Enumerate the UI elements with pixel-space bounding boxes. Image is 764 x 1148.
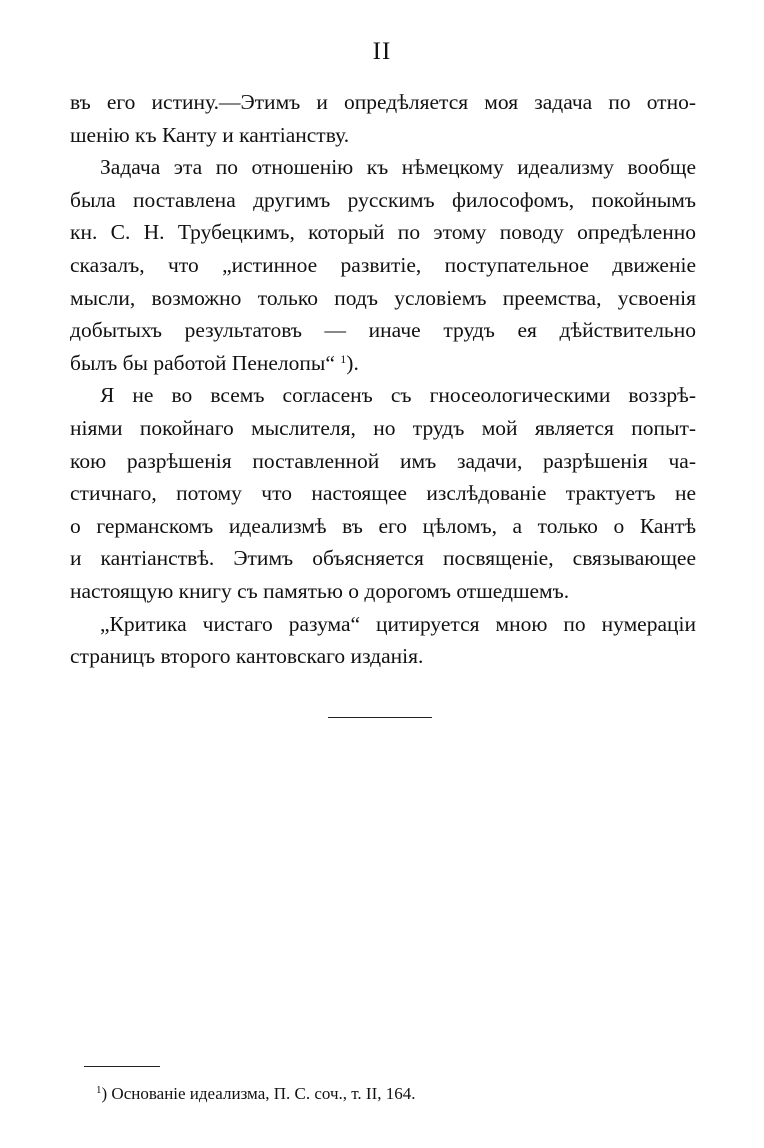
text-line: и кантіанствѣ. Этимъ объясняется посвященіе, связывающее (70, 546, 696, 571)
text-line: сказалъ, что „истинное развитіе, поступательное движеніе (70, 252, 696, 277)
footnote (96, 1082, 416, 1106)
footnote-rule (84, 1066, 160, 1067)
text-line: Я не во всемъ согласенъ съ гносеологическими воззрѣ- (100, 383, 696, 408)
text-line: о германскомъ идеализмѣ въ его цѣломъ, а только о Кантѣ (70, 513, 696, 538)
text-line: Задача эта по отношенію къ нѣмецкому идеализму вообще (100, 155, 696, 180)
footnote-marker: 1 (96, 1084, 102, 1096)
text-line: страницъ второго кантовскаго изданія. (70, 644, 424, 669)
paragraph-2 (70, 151, 696, 379)
text-line: въ его истину.—Этимъ и опредѣляется моя задача по отно- (70, 90, 696, 114)
paragraph-3 (70, 379, 696, 607)
text-line: кою разрѣшенія поставленной имъ задачи, разрѣшенія ча- (70, 448, 696, 473)
text-line (70, 347, 696, 380)
text-line: кн. С. Н. Трубецкимъ, который по этому поводу опредѣленно (70, 220, 696, 245)
paragraph-1 (70, 86, 696, 151)
footnote-reference[interactable]: 1 (340, 351, 347, 366)
text-line: шенію къ Канту и кантіанству. (70, 122, 350, 147)
text-line: ніями покойнаго мыслителя, но трудъ мой является попыт- (70, 415, 696, 440)
text-line: стичнаго, потому что настоящее изслѣдованіе трактуетъ не (70, 481, 696, 506)
text-line: мысли, возможно только подъ условіемъ преемства, усвоенія (70, 285, 696, 310)
main-text (70, 86, 696, 673)
text-line: настоящую книгу съ памятью о дорогомъ отшедшемъ. (70, 578, 570, 603)
text-line: была поставлена другимъ русскимъ философомъ, покойнымъ (70, 187, 696, 212)
section-divider (328, 717, 432, 718)
footnote-reference-close: ). (346, 350, 359, 375)
text-line: добытыхъ результатовъ — иначе трудъ ея дѣйствительно (70, 318, 696, 343)
text-line: „Критика чистаго разума“ цитируется мною по нумераціи (100, 611, 696, 636)
paragraph-4 (70, 608, 696, 673)
footnote-text: Основаніе идеализма, П. С. соч., т. II, 164. (107, 1084, 416, 1103)
footnote-marker-close: ) (101, 1084, 108, 1103)
text-line-content: былъ бы работой Пенелопы“ (70, 350, 335, 375)
page-number: II (372, 38, 392, 65)
